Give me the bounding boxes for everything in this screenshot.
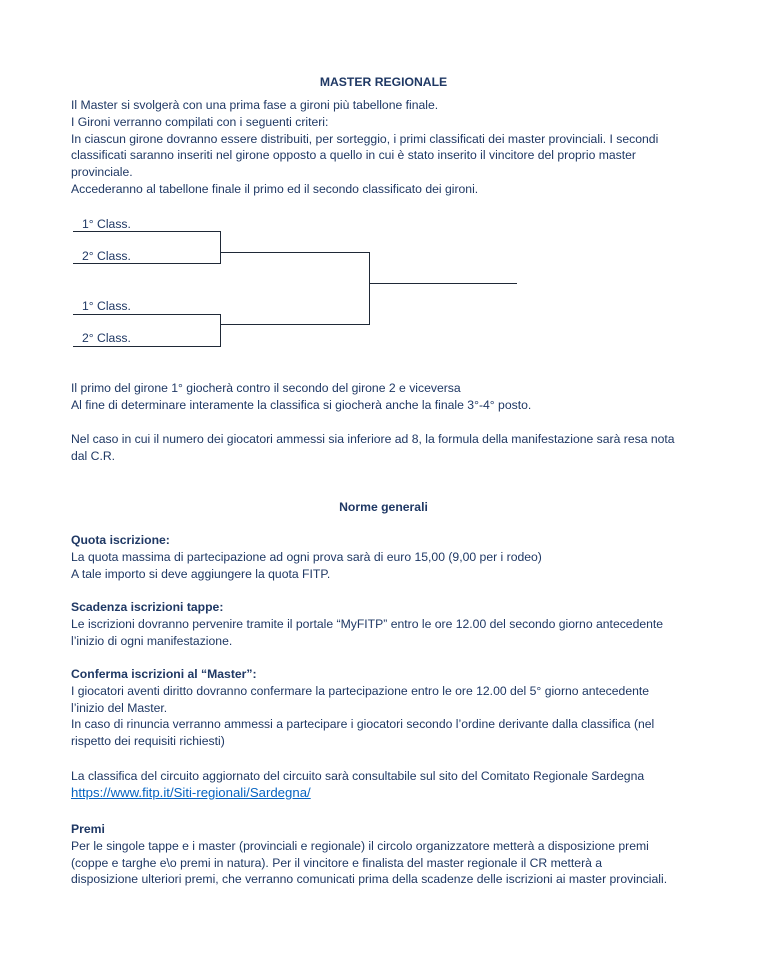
bracket-line	[220, 314, 221, 347]
bracket-line	[220, 231, 221, 264]
section-line: (coppe e targhe e\o premi in natura). Per il vincitore e finalista del master regionale il CR metterà a	[71, 855, 603, 870]
note-line: Nel caso in cui il numero dei giocatori ammessi sia inferiore ad 8, la formula della manifestazione sarà resa nota	[71, 432, 675, 446]
section-line: Le iscrizioni dovranno pervenire tramite il portale “MyFITP” entro le ore 12.00 del secondo giorno antecedente	[71, 616, 664, 631]
bracket-line	[73, 231, 221, 232]
section-line: l’inizio di ogni manifestazione.	[71, 633, 233, 648]
bracket-line	[73, 263, 221, 264]
bracket-line	[73, 346, 221, 347]
intro-line: I Gironi verranno compilati con i seguenti criteri:	[71, 114, 329, 129]
section-line: In caso di rinuncia verranno ammessi a partecipare i giocatori secondo l’ordine derivante dalla classifica (nel	[71, 717, 655, 732]
section-heading: Premi	[71, 822, 105, 836]
section-heading: Quota iscrizione:	[71, 533, 170, 547]
bracket-final-line	[369, 283, 517, 284]
section-line: disposizione ulteriori premi, che verranno comunicati prima della scadenze delle iscrizioni ai master provinciali.	[71, 872, 668, 887]
bracket-label-1st-group1: 1° Class.	[82, 217, 131, 231]
intro-line: provinciale.	[71, 165, 133, 180]
section-conferma	[71, 666, 711, 750]
section-line: La classifica del circuito aggiornato del circuito sarà consultabile sul sito del Comitato Regionale Sardegna	[71, 769, 645, 783]
page-title: MASTER REGIONALE	[319, 75, 448, 89]
section-line: I giocatori aventi diritto dovranno confermare la partecipazione entro le ore 12.00 del 5° giorno antecedente	[71, 683, 650, 698]
section-quota	[71, 532, 711, 582]
section-line: A tale importo si deve aggiungere la quota FITP.	[71, 566, 331, 581]
bracket-label-2nd-group2: 2° Class.	[82, 331, 131, 345]
intro-line: Accederanno al tabellone finale il primo ed il secondo classificato dei gironi.	[71, 181, 479, 196]
bracket-line	[369, 252, 370, 325]
bracket-label-1st-group2: 1° Class.	[82, 299, 131, 313]
bracket-explanation	[71, 380, 711, 414]
section-premi	[71, 821, 711, 888]
bracket-line	[220, 252, 370, 253]
note-paragraph	[71, 431, 711, 465]
explanation-line: Il primo del girone 1° giocherà contro il secondo del girone 2 e viceversa	[71, 381, 461, 395]
bracket-line	[73, 314, 221, 315]
intro-line: Il Master si svolgerà con una prima fase a gironi più tabellone finale.	[71, 98, 439, 112]
section-line: La quota massima di partecipazione ad ogni prova sarà di euro 15,00 (9,00 per i rodeo)	[71, 549, 542, 564]
section-title-general: Norme generali	[339, 500, 428, 514]
regional-site-link[interactable]: https://www.fitp.it/Siti-regionali/Sardegna/	[71, 784, 311, 800]
section-line: l’inizio del Master.	[71, 700, 168, 715]
intro-line: classificati saranno inseriti nel girone opposto a quello in cui è stato inserito il vincitore del proprio master	[71, 148, 636, 163]
section-heading: Conferma iscrizioni al “Master”:	[71, 667, 257, 681]
note-line: dal C.R.	[71, 448, 116, 463]
section-classifica	[71, 768, 711, 802]
section-line: rispetto dei requisiti richiesti)	[71, 734, 225, 749]
bracket-line	[220, 324, 370, 325]
intro-paragraph	[71, 97, 711, 198]
bracket-label-2nd-group1: 2° Class.	[82, 249, 131, 263]
explanation-line: Al fine di determinare interamente la classifica si giocherà anche la finale 3°-4° posto.	[71, 397, 532, 412]
section-heading: Scadenza iscrizioni tappe:	[71, 600, 224, 614]
section-line: Per le singole tappe e i master (provinciali e regionale) il circolo organizzatore metterà a disposizione premi	[71, 838, 649, 853]
section-scadenza	[71, 599, 711, 649]
intro-line: In ciascun girone dovranno essere distribuiti, per sorteggio, i primi classificati dei master provinciali. I secondi	[71, 131, 659, 146]
